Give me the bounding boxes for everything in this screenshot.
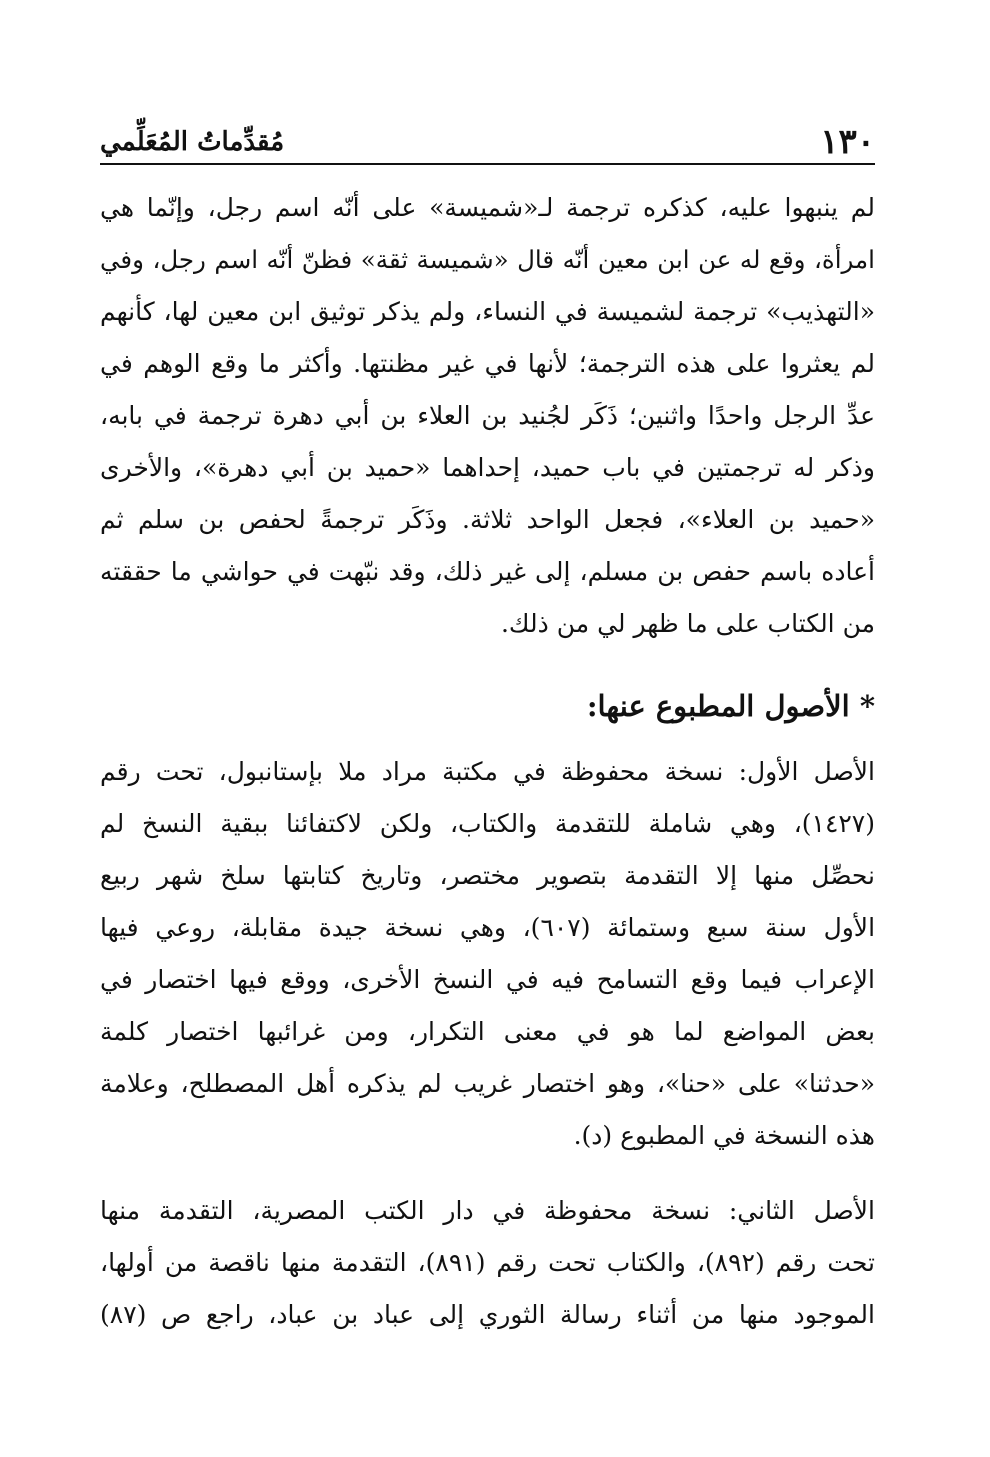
text-line: وذكر له ترجمتين في باب حميد، إحداهما «حميد بن أبي دهرة»، والأخرى <box>100 453 875 482</box>
text-line: الأول سنة سبع وستمائة (٦٠٧)، وهي نسخة جيدة مقابلة، روعي فيها <box>100 913 875 942</box>
text-line: الإعراب فيما وقع التسامح فيه في النسخ الأخرى، ووقع فيها اختصار في <box>100 965 875 994</box>
text-line: «حميد بن العلاء»، فجعل الواحد ثلاثة. وذَكَر ترجمةً لحفص بن سلم ثم <box>100 505 875 534</box>
text-line: الموجود منها من أثناء رسالة الثوري إلى عباد بن عباد، راجع ص (٨٧) <box>100 1300 875 1329</box>
paragraph-3 <box>100 1185 875 1341</box>
text-line: (١٤٢٧)، وهي شاملة للتقدمة والكتاب، ولكن لاكتفائنا ببقية النسخ لم <box>100 809 875 838</box>
text-line: لم يعثروا على هذه الترجمة؛ لأنها في غير مظنتها. وأكثر ما وقع الوهم في <box>100 349 875 378</box>
page-header <box>100 118 875 162</box>
header-rule <box>100 163 875 165</box>
text-line: بعض المواضع لما هو في معنى التكرار، ومن غرائبها اختصار كلمة <box>100 1017 875 1046</box>
text-line: امرأة، وقع له عن ابن معين أنّه قال «شميسة ثقة» فظنّ أنّه اسم رجل، وفي <box>100 245 875 274</box>
text-line: من الكتاب على ما ظهر لي من ذلك. <box>500 609 875 638</box>
paragraph-2 <box>100 746 875 1162</box>
text-line: هذه النسخة في المطبوع (د). <box>573 1121 875 1150</box>
text-line: لم ينبهوا عليه، كذكره ترجمة لـ«شميسة» على أنّه اسم رجل، وإنّما هي <box>100 193 875 222</box>
text-line: الأصل الثاني: نسخة محفوظة في دار الكتب المصرية، التقدمة منها <box>100 1196 875 1225</box>
text-line: الأصل الأول: نسخة محفوظة في مكتبة مراد ملا بإستانبول، تحت رقم <box>100 757 875 786</box>
text-line: نحصِّل منها إلا التقدمة بتصوير مختصر، وتاريخ كتابتها سلخ شهر ربيع <box>100 861 875 890</box>
text-line: أعاده باسم حفص بن مسلم، إلى غير ذلك، وقد نبّهت في حواشي ما حققته <box>100 557 875 586</box>
text-line: تحت رقم (٨٩٢)، والكتاب تحت رقم (٨٩١)، التقدمة منها ناقصة من أولها، <box>100 1248 875 1277</box>
text-line: «حدثنا» على «حنا»، وهو اختصار غريب لم يذكره أهل المصطلح، وعلامة <box>100 1069 875 1098</box>
text-line: «التهذيب» ترجمة لشميسة في النساء، ولم يذكر توثيق ابن معين لها، كأنهم <box>100 297 875 326</box>
text-line: عدِّ الرجل واحدًا واثنين؛ ذَكَر لجُنيد بن العلاء بن أبي دهرة ترجمة في بابه، <box>100 401 875 430</box>
section-heading: * الأصول المطبوع عنها: <box>586 689 875 723</box>
paragraph-1 <box>100 182 875 650</box>
running-title: مُقدِّماتُ المُعَلِّمي <box>100 127 285 157</box>
page-number: ١٣٠ <box>820 122 875 162</box>
